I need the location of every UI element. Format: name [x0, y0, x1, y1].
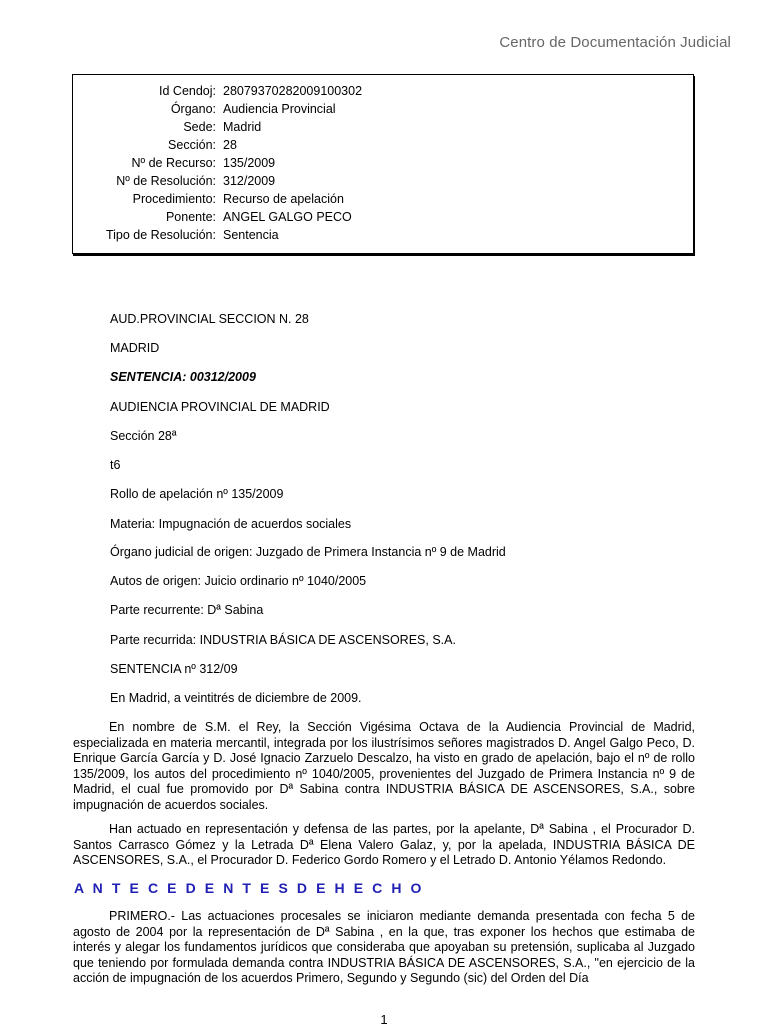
metadata-label: Órgano: [170, 102, 216, 116]
metadata-row-sede [73, 118, 693, 136]
metadata-row-ponente [73, 208, 693, 226]
metadata-value: 312/2009 [223, 174, 276, 188]
metadata-label: Sección: [168, 138, 216, 152]
metadata-value: ANGEL GALGO PECO [223, 210, 352, 224]
metadata-label: Procedimiento: [132, 192, 216, 206]
metadata-value: Sentencia [223, 228, 279, 242]
court-city: MADRID [110, 341, 160, 355]
metadata-label: Nº de Recurso: [131, 156, 216, 170]
facts-section-heading: A N T E C E D E N T E S D E H E C H O [74, 880, 425, 896]
metadata-label: Ponente: [165, 210, 216, 224]
subject-matter-line: Materia: Impugnación de acuerdos sociales [110, 517, 352, 531]
metadata-row-seccion [73, 136, 693, 154]
metadata-value: 28079370282009100302 [223, 84, 363, 98]
intro-paragraph: En nombre de S.M. el Rey, la Sección Vigésima Octava de la Audiencia Provincial de Madrid, especializada en materia mercantil, integrada por los ilustrísimos señores magistrados D. Angel Galgo Peco, D. Enrique García García y D. José Ignacio Zarzuelo Descalzo, ha visto en grado de apelación, bajo el nº de rollo 135/2009, los autos del procedimiento nº 1040/2005, provenientes del Juzgado de Primera Instancia nº 9 de Madrid, el cual fue promovido por Dª Sabina contra INDUSTRIA BÁSICA DE ASCENSORES, S.A., sobre impugnación de acuerdos sociales. [73, 720, 695, 812]
metadata-value: Audiencia Provincial [223, 102, 336, 116]
appeal-roll-line: Rollo de apelación nº 135/2009 [110, 487, 284, 501]
metadata-row-id-cendoj [73, 82, 693, 100]
metadata-row-organo [73, 100, 693, 118]
metadata-value: Madrid [223, 120, 262, 134]
reference-line: t6 [110, 458, 121, 472]
origin-case-line: Autos de origen: Juicio ordinario nº 1040/2005 [110, 574, 367, 588]
metadata-label: Nº de Resolución: [116, 174, 216, 188]
first-fact-paragraph: PRIMERO.- Las actuaciones procesales se iniciaron mediante demanda presentada con fecha 5 de agosto de 2004 por la representación de Dª Sabina , en la que, tras exponer los hechos que estimaba de interés y alegar los fundamentos jurídicos que consideraba que apoyaban su pretensión, suplicaba al Juzgado que teniendo por formulada demanda contra INDUSTRIA BÁSICA DE ASCENSORES, S.A., "en ejercicio de la acción de impugnación de los acuerdos Primero, Segundo y Segundo (sic) del Orden del Día [73, 909, 695, 985]
sentence-code: SENTENCIA: 00312/2009 [110, 370, 256, 384]
date-line: En Madrid, a veintitrés de diciembre de 2009. [110, 691, 362, 705]
metadata-row-procedimiento [73, 190, 693, 208]
respondent-line: Parte recurrida: INDUSTRIA BÁSICA DE ASCENSORES, S.A. [110, 633, 456, 647]
metadata-value: 135/2009 [223, 156, 276, 170]
representation-paragraph: Han actuado en representación y defensa de las partes, por la apelante, Dª Sabina , el Procurador D. Santos Carrasco Gómez y la Letrada Dª Elena Valero Galaz, y, por la apelada, INDUSTRIA BÁSICA DE ASCENSORES, S.A., el Procurador D. Federico Gordo Romero y el Letrado D. Antonio Yélamos Redondo. [73, 822, 695, 867]
sentence-number-line: SENTENCIA nº 312/09 [110, 662, 238, 676]
metadata-label: Sede: [183, 120, 216, 134]
metadata-row-recurso [73, 154, 693, 172]
court-heading: AUD.PROVINCIAL SECCION N. 28 [110, 312, 309, 326]
metadata-row-tipo-resolucion [73, 226, 693, 244]
page-number: 1 [380, 1012, 388, 1027]
section-line: Sección 28ª [110, 429, 177, 443]
document-center-brand: Centro de Documentación Judicial [499, 34, 731, 51]
metadata-box [72, 74, 694, 254]
appellant-line: Parte recurrente: Dª Sabina [110, 603, 264, 617]
court-name: AUDIENCIA PROVINCIAL DE MADRID [110, 400, 330, 414]
metadata-value: Recurso de apelación [223, 192, 344, 206]
metadata-row-resolucion [73, 172, 693, 190]
metadata-label: Id Cendoj: [159, 84, 216, 98]
metadata-label: Tipo de Resolución: [105, 228, 216, 242]
origin-court-line: Órgano judicial de origen: Juzgado de Primera Instancia nº 9 de Madrid [110, 545, 506, 559]
metadata-value: 28 [223, 138, 237, 152]
